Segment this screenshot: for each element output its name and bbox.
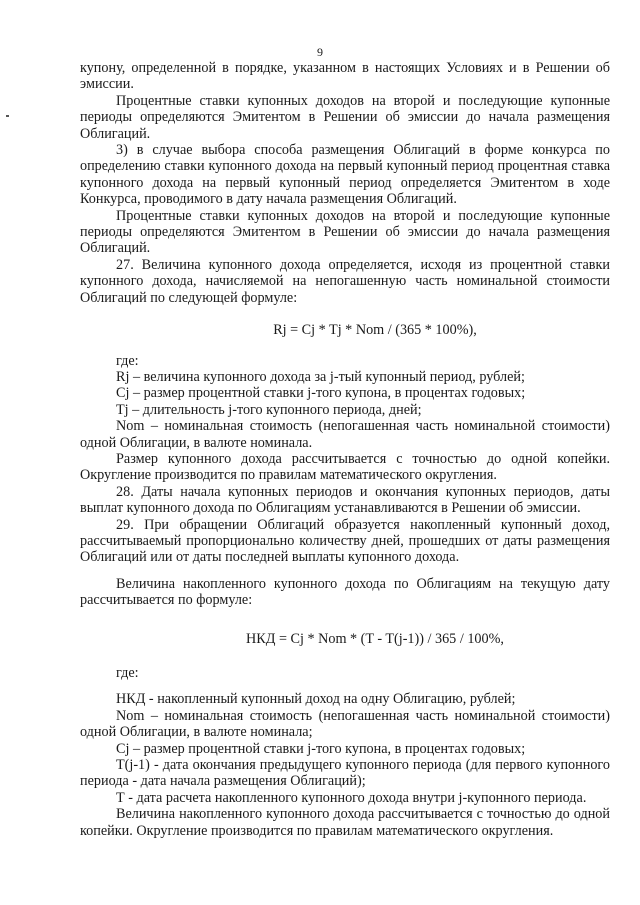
- definition-item: T(j-1) - дата окончания предыдущего купонного периода (для первого купонного периода - дата начала размещения Облигаций);: [80, 757, 610, 790]
- definition-item: Cj – размер процентной ставки j-того купона, в процентах годовых;: [116, 740, 526, 757]
- paragraph: 3) в случае выбора способа размещения Облигаций в форме конкурса по определению ставки купонного дохода на первый купонный период процентная ставка купонного дохода на первый купонный период определяется Эмитентом в ходе Конкурса, проводимого в дату начала размещения Облигаций.: [80, 142, 610, 208]
- where-label: где:: [116, 352, 139, 369]
- paragraph: купону, определенной в порядке, указанном в настоящих Условиях и в Решении об эмиссии.: [80, 60, 610, 93]
- page-number: 9: [317, 45, 323, 59]
- formula-accrued-income: НКД = Cj * Nom * (T - T(j-1)) / 365 / 100%,: [246, 630, 504, 647]
- document-body: [80, 60, 610, 839]
- definition-item: НКД - накопленный купонный доход на одну Облигацию, рублей;: [116, 691, 516, 708]
- definition-item: Cj – размер процентной ставки j-того купона, в процентах годовых;: [116, 385, 526, 402]
- formula-coupon-income: Rj = Cj * Tj * Nom / (365 * 100%),: [273, 322, 477, 339]
- definition-item: Tj – длительность j-того купонного периода, дней;: [116, 401, 422, 418]
- paragraph-28: 28. Даты начала купонных периодов и окончания купонных периодов, даты выплат купонного дохода по Облигациям устанавливаются в Решении об эмиссии.: [80, 483, 610, 517]
- paragraph-29-formula-intro: Величина накопленного купонного дохода по Облигациям на текущую дату рассчитывается по формуле:: [80, 575, 610, 609]
- definition-item: Т - дата расчета накопленного купонного дохода внутри j-купонного периода.: [116, 789, 587, 806]
- paragraph: Процентные ставки купонных доходов на второй и последующие купонные периоды определяются Эмитентом в Решении об эмиссии до начала размещения Облигаций.: [80, 92, 610, 142]
- where-label: где:: [116, 665, 139, 681]
- paragraph-27: 27. Величина купонного дохода определяется, исходя из процентной ставки купонного дохода, начисляемой на непогашенную часть номинальной стоимости Облигаций по следующей формуле:: [80, 256, 610, 306]
- definition-item: Rj – величина купонного дохода за j-тый купонный период, рублей;: [116, 368, 525, 385]
- paragraph-29: 29. При обращении Облигаций образуется накопленный купонный доход, рассчитываемый пропорционально количеству дней, прошедших от даты размещения Облигаций или от даты последней выплаты купонного дохода.: [80, 516, 610, 566]
- paragraph: Процентные ставки купонных доходов на второй и последующие купонные периоды определяются Эмитентом в Решении об эмиссии до начала размещения Облигаций.: [80, 207, 610, 257]
- definition-item: Nom – номинальная стоимость (непогашенная часть номинальной стоимости) одной Облигации, в валюте номинала.: [80, 418, 610, 451]
- rounding-note: Размер купонного дохода рассчитывается с точностью до одной копейки. Округление производится по правилам математического округления.: [80, 450, 610, 484]
- rounding-note: Величина накопленного купонного дохода рассчитывается с точностью до одной копейки. Округление производится по правилам математического округления.: [80, 806, 610, 839]
- definition-item: Nom – номинальная стоимость (непогашенная часть номинальной стоимости) одной Облигации, в валюте номинала;: [80, 707, 610, 741]
- scan-artifact: [6, 115, 9, 117]
